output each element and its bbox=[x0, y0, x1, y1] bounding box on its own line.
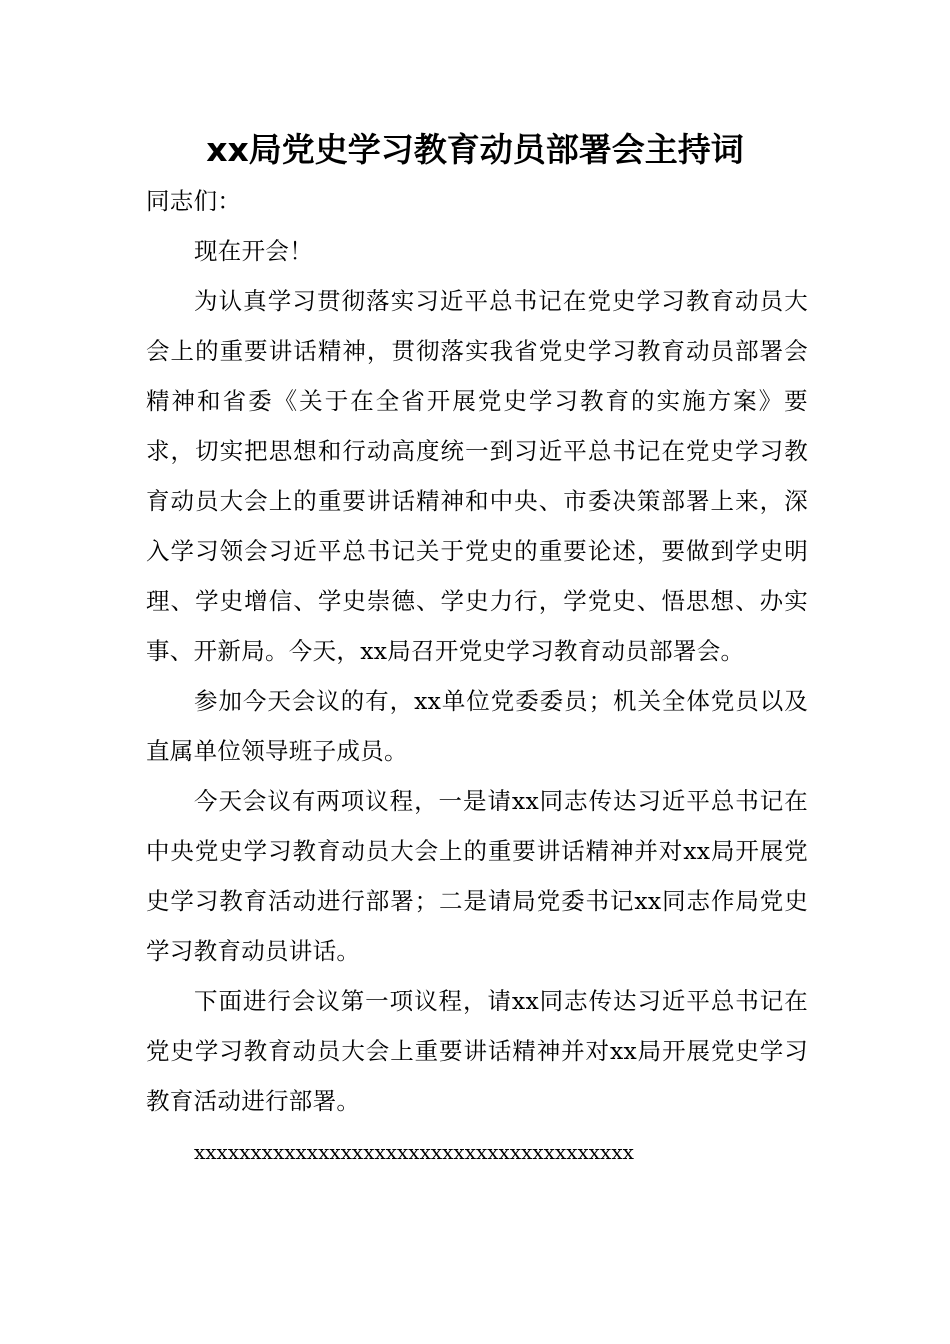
paragraph-agenda: 今天会议有两项议程，一是请xx同志传达习近平总书记在中央党史学习教育动员大会上的重要讲话精神并对xx局开展党史学习教育活动进行部署；二是请局党委书记xx同志作局党史学习教育动员讲话。 bbox=[146, 787, 808, 965]
paragraph-purpose: 为认真学习贯彻落实习近平总书记在党史学习教育动员大会上的重要讲话精神，贯彻落实我省党史学习教育动员部署会精神和省委《关于在全省开展党史学习教育的实施方案》要求，切实把思想和行动高度统一到习近平总书记在党史学习教育动员大会上的重要讲话精神和中央、市委决策部署上来，深入学习领会习近平总书记关于党史的重要论述，要做到学史明理、学史增信、学史崇德、学史力行，学党史、悟思想、办实事、开新局。今天，xx局召开党史学习教育动员部署会。 bbox=[146, 287, 808, 665]
paragraph-attendees: 参加今天会议的有，xx单位党委委员；机关全体党员以及直属单位领导班子成员。 bbox=[146, 687, 808, 765]
salutation: 同志们： bbox=[146, 187, 242, 215]
document-body bbox=[146, 176, 808, 1178]
paragraph-opening: 现在开会！ bbox=[194, 237, 313, 265]
paragraph-first-item: 下面进行会议第一项议程，请xx同志传达习近平总书记在党史学习教育动员大会上重要讲话精神并对xx局开展党史学习教育活动进行部署。 bbox=[146, 987, 808, 1115]
placeholder-line: xxxxxxxxxxxxxxxxxxxxxxxxxxxxxxxxxxxxxxx bbox=[194, 1140, 634, 1164]
document-title: xx局党史学习教育动员部署会主持词 bbox=[206, 130, 744, 169]
